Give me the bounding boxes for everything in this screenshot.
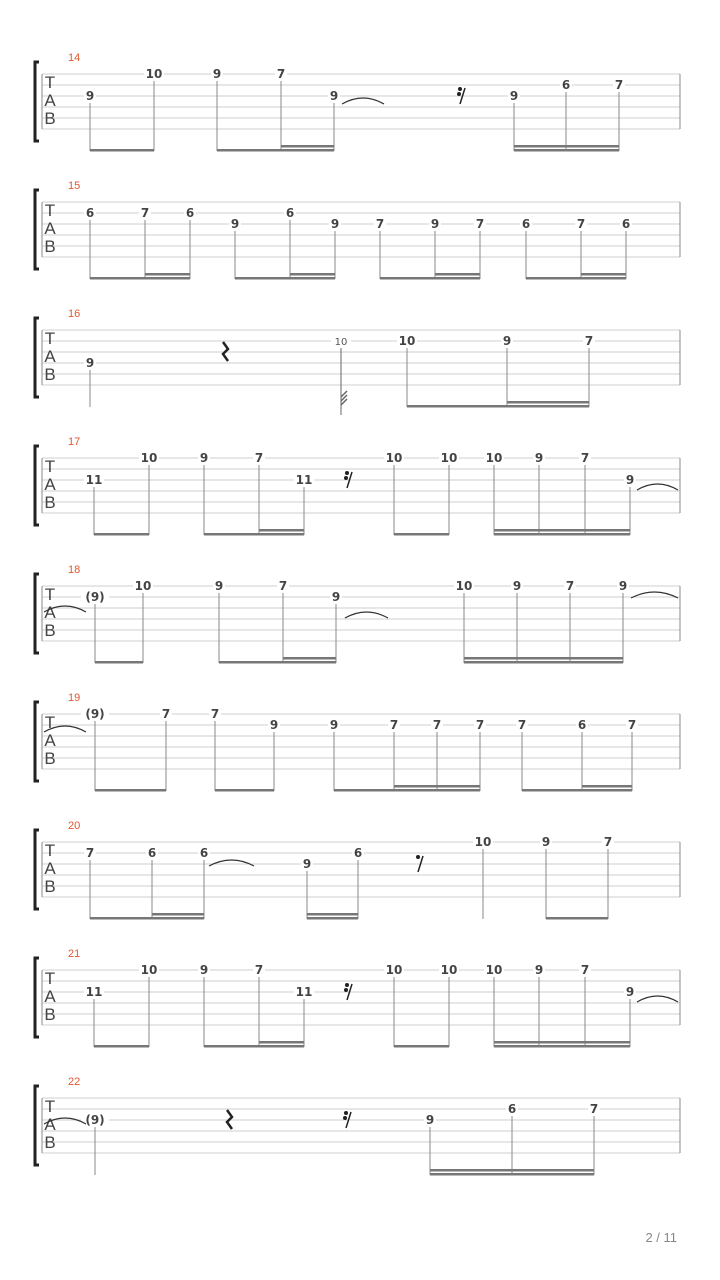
beam <box>494 1045 630 1048</box>
beam <box>204 533 304 536</box>
system-bracket <box>35 190 39 269</box>
fret-number: 9 <box>618 579 628 593</box>
rest-dot <box>345 983 349 987</box>
fret-number: 10 <box>385 451 403 465</box>
tab-clef-letter: T <box>44 585 56 604</box>
fret-number: 6 <box>147 846 157 860</box>
fret-number: 6 <box>521 217 531 231</box>
fret-number: 9 <box>512 579 522 593</box>
beam <box>546 917 608 920</box>
fret-number: 9 <box>199 963 209 977</box>
fret-number: 7 <box>603 835 613 849</box>
beam-secondary <box>290 273 335 276</box>
fret-number: 7 <box>580 451 590 465</box>
fret-number: 7 <box>375 217 385 231</box>
tie <box>637 484 678 490</box>
beam <box>90 917 204 920</box>
tab-system <box>35 692 680 792</box>
fret-number: 7 <box>627 718 637 732</box>
fret-number: 9 <box>230 217 240 231</box>
beam-secondary <box>283 657 336 660</box>
tab-clef-letter: A <box>44 859 56 878</box>
beam <box>90 277 190 280</box>
fret-number: 10 <box>334 337 348 348</box>
beam <box>430 1173 594 1176</box>
fret-number: 11 <box>85 473 103 487</box>
fret-number: 10 <box>398 334 416 348</box>
systems-layer <box>35 52 680 1176</box>
beam-secondary <box>581 273 626 276</box>
fret-number: 9 <box>269 718 279 732</box>
beam <box>514 149 619 152</box>
fret-number: 6 <box>285 206 295 220</box>
bar-number: 17 <box>68 436 81 448</box>
tie <box>345 612 388 618</box>
rest-dot <box>416 855 420 859</box>
fret-number: 7 <box>517 718 527 732</box>
fret-number: 9 <box>430 217 440 231</box>
beam-secondary <box>582 785 632 788</box>
fret-number: (9) <box>85 1113 105 1127</box>
fret-number: 7 <box>565 579 575 593</box>
tab-system <box>35 52 680 152</box>
tab-clef-letter: T <box>44 457 56 476</box>
beam-secondary <box>259 529 304 532</box>
fret-number: 9 <box>302 857 312 871</box>
system-bracket <box>35 574 39 653</box>
beam <box>394 1045 449 1048</box>
tie <box>637 996 678 1002</box>
beam <box>307 917 358 920</box>
beam <box>219 661 336 664</box>
tab-clef-letter: B <box>44 1005 56 1024</box>
fret-number: 6 <box>85 206 95 220</box>
fret-number: 11 <box>295 985 313 999</box>
fret-number: 7 <box>475 217 485 231</box>
system-bracket <box>35 830 39 909</box>
fret-number: 6 <box>621 217 631 231</box>
fret-number: 9 <box>199 451 209 465</box>
fret-number: (9) <box>85 590 105 604</box>
tab-clef-letter: A <box>44 987 56 1006</box>
bar-number: 16 <box>68 308 81 320</box>
fret-number: 7 <box>276 67 286 81</box>
beam <box>494 533 630 536</box>
beam-secondary <box>507 401 589 404</box>
fret-number: 10 <box>440 451 458 465</box>
tab-system <box>35 308 680 415</box>
rest-dot <box>344 476 348 480</box>
tab-clef-letter: A <box>44 219 56 238</box>
fret-number: 9 <box>625 985 635 999</box>
tab-clef-letter: A <box>44 1115 56 1134</box>
page-number: 2 / 11 <box>645 1230 677 1245</box>
beam-secondary <box>464 657 623 660</box>
fret-number: 10 <box>474 835 492 849</box>
system-bracket <box>35 62 39 141</box>
fret-number: 9 <box>625 473 635 487</box>
tab-clef-letter: B <box>44 237 56 256</box>
beam <box>204 1045 304 1048</box>
fret-number: 7 <box>210 707 220 721</box>
fret-number: 10 <box>140 963 158 977</box>
fret-number: 7 <box>589 1102 599 1116</box>
beam-secondary <box>394 785 480 788</box>
tab-clef-letter: B <box>44 109 56 128</box>
tab-clef-letter: T <box>44 969 56 988</box>
tab-clef-letter: B <box>44 1133 56 1152</box>
system-bracket <box>35 1086 39 1165</box>
beam <box>95 661 143 664</box>
tab-clef-letter: B <box>44 621 56 640</box>
fret-number: 7 <box>584 334 594 348</box>
fret-number: 9 <box>85 356 95 370</box>
system-bracket <box>35 702 39 781</box>
tab-clef-letter: T <box>44 201 56 220</box>
tab-clef-letter: A <box>44 347 56 366</box>
beam-secondary <box>307 913 358 916</box>
fret-number: 9 <box>329 718 339 732</box>
fret-number: 9 <box>502 334 512 348</box>
fret-number: (9) <box>85 707 105 721</box>
fret-number: 11 <box>295 473 313 487</box>
fret-number: 7 <box>254 963 264 977</box>
bar-number: 15 <box>68 180 81 192</box>
fret-number: 9 <box>330 217 340 231</box>
beam <box>90 149 154 152</box>
tie <box>342 98 384 104</box>
fret-number: 6 <box>185 206 195 220</box>
tab-clef-letter: T <box>44 73 56 92</box>
beam <box>215 789 274 792</box>
tab-clef-letter: T <box>44 1097 56 1116</box>
fret-number: 10 <box>455 579 473 593</box>
beam <box>217 149 334 152</box>
fret-number: 6 <box>353 846 363 860</box>
fret-number: 7 <box>389 718 399 732</box>
bar-number: 14 <box>68 52 81 64</box>
fret-number: 11 <box>85 985 103 999</box>
fret-number: 10 <box>485 451 503 465</box>
beam-secondary <box>494 1041 630 1044</box>
fret-number: 7 <box>161 707 171 721</box>
beam-secondary <box>152 913 204 916</box>
rest-dot <box>344 988 348 992</box>
bar-number: 20 <box>68 820 81 832</box>
fret-number: 9 <box>534 451 544 465</box>
beam-secondary <box>145 273 190 276</box>
fret-number: 9 <box>85 89 95 103</box>
tab-clef-letter: B <box>44 877 56 896</box>
fret-number: 7 <box>475 718 485 732</box>
fret-number: 10 <box>140 451 158 465</box>
beam <box>394 533 449 536</box>
bar-number: 19 <box>68 692 81 704</box>
tab-system <box>35 180 680 280</box>
tab-system <box>35 948 680 1048</box>
fret-number: 10 <box>385 963 403 977</box>
beam <box>380 277 480 280</box>
tab-clef-letter: A <box>44 731 56 750</box>
bar-number: 22 <box>68 1076 81 1088</box>
rest-dot <box>457 92 461 96</box>
rest-dot <box>458 87 462 91</box>
beam <box>522 789 632 792</box>
system-bracket <box>35 958 39 1037</box>
rest-dot <box>345 471 349 475</box>
fret-number: 6 <box>507 1102 517 1116</box>
fret-number: 10 <box>485 963 503 977</box>
fret-number: 10 <box>145 67 163 81</box>
rest-dot <box>344 1111 348 1115</box>
beam <box>334 789 480 792</box>
beam-secondary <box>259 1041 304 1044</box>
tab-system <box>35 436 680 536</box>
fret-number: 6 <box>199 846 209 860</box>
tab-system <box>35 1076 680 1176</box>
beam <box>235 277 335 280</box>
system-bracket <box>35 446 39 525</box>
beam-secondary <box>281 145 334 148</box>
fret-number: 9 <box>541 835 551 849</box>
tab-clef-letter: B <box>44 749 56 768</box>
fret-number: 7 <box>140 206 150 220</box>
fret-number: 9 <box>329 89 339 103</box>
fret-number: 6 <box>561 78 571 92</box>
fret-number: 7 <box>580 963 590 977</box>
bar-number: 18 <box>68 564 81 576</box>
tab-clef-letter: T <box>44 841 56 860</box>
fret-number: 9 <box>214 579 224 593</box>
fret-number: 7 <box>254 451 264 465</box>
tab-system <box>35 564 680 664</box>
beam <box>407 405 589 408</box>
fret-number: 7 <box>85 846 95 860</box>
fret-number: 9 <box>425 1113 435 1127</box>
bar-number: 21 <box>68 948 81 960</box>
fret-number: 10 <box>134 579 152 593</box>
fret-number: 9 <box>212 67 222 81</box>
beam <box>94 1045 149 1048</box>
fret-number: 7 <box>432 718 442 732</box>
tab-clef-letter: B <box>44 493 56 512</box>
beam-secondary <box>435 273 480 276</box>
beam <box>94 533 149 536</box>
beam <box>526 277 626 280</box>
fret-number: 9 <box>331 590 341 604</box>
tab-system <box>35 820 680 920</box>
tab-clef-letter: A <box>44 91 56 110</box>
beam-secondary <box>514 145 619 148</box>
beam <box>464 661 623 664</box>
beam-secondary <box>430 1169 594 1172</box>
beam <box>95 789 166 792</box>
fret-number: 10 <box>440 963 458 977</box>
fret-number: 7 <box>614 78 624 92</box>
quarter-rest <box>223 342 228 361</box>
tab-clef-letter: A <box>44 603 56 622</box>
tie <box>209 860 254 866</box>
tab-clef-letter: A <box>44 475 56 494</box>
system-bracket <box>35 318 39 397</box>
fret-number: 7 <box>576 217 586 231</box>
fret-number: 6 <box>577 718 587 732</box>
tab-clef-letter: T <box>44 713 56 732</box>
quarter-rest <box>227 1110 232 1129</box>
tab-clef-letter: B <box>44 365 56 384</box>
beam-secondary <box>494 529 630 532</box>
fret-number: 9 <box>509 89 519 103</box>
fret-number: 7 <box>278 579 288 593</box>
fret-number: 9 <box>534 963 544 977</box>
rest-dot <box>343 1116 347 1120</box>
tab-clef-letter: T <box>44 329 56 348</box>
